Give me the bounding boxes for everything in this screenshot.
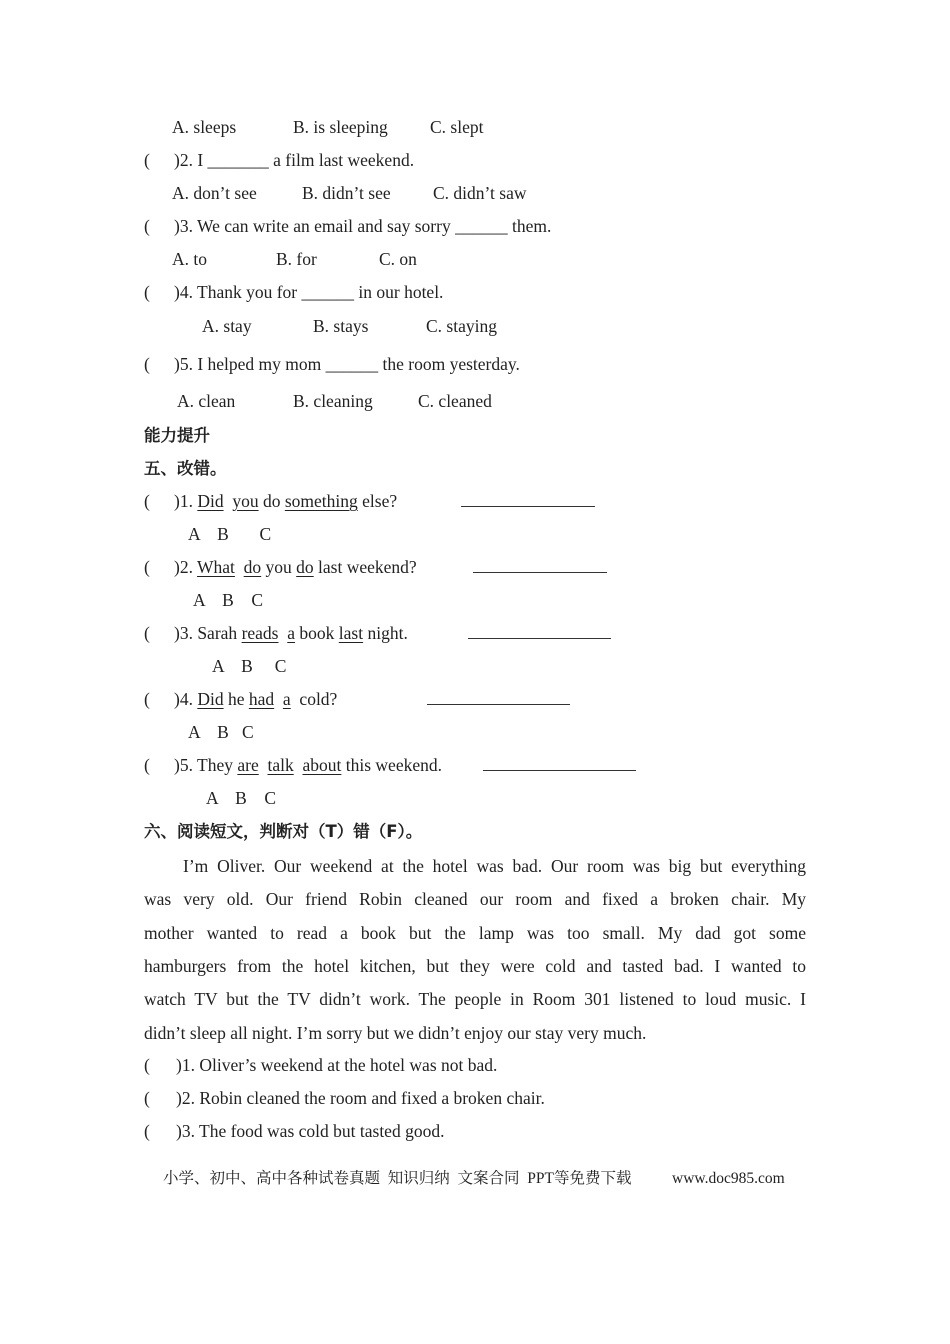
question-text: B. is sleeping [293, 117, 388, 137]
question-number: )3. [174, 623, 198, 643]
question-text: )2. I _______ a film last weekend. [174, 150, 415, 170]
question-text: B. cleaning [293, 391, 373, 411]
answer-line[interactable] [473, 556, 607, 573]
correction-sentence [174, 490, 397, 512]
sentence-text: he [223, 689, 249, 709]
answer-bracket: ( [144, 623, 150, 643]
underlined-word: something [284, 491, 358, 511]
question-text: ( [144, 282, 150, 302]
underlined-word: had [248, 689, 275, 709]
underlined-word: a [282, 689, 291, 709]
answer-blank [468, 622, 611, 644]
answer-blank [461, 490, 595, 512]
question-text: A. stay [202, 316, 252, 336]
answer-blank [473, 556, 607, 578]
question-text: B. stays [313, 316, 369, 336]
question-number: )1. [174, 491, 198, 511]
sentence-text: this weekend. [341, 755, 442, 775]
question-text: ( [144, 150, 150, 170]
question-text: A. sleeps [172, 117, 237, 137]
answer-bracket: ( [144, 1055, 150, 1075]
question-text: B. for [276, 249, 317, 269]
passage-line: I’m Oliver. Our weekend at the hotel was bad. Our room was big but everything [183, 856, 806, 876]
underlined-word: talk [267, 755, 294, 775]
correction-sentence [174, 556, 417, 578]
passage-line: watch TV but the TV didn’t work. The people in Room 301 listened to loud music. I [144, 989, 806, 1010]
underlined-word: do [243, 557, 262, 577]
question-text: ( [144, 216, 150, 236]
sentence-text: you [261, 557, 297, 577]
question-text: C. didn’t saw [433, 183, 527, 203]
answer-bracket: ( [144, 491, 150, 511]
underlined-word: Did [197, 689, 224, 709]
sentence-text [274, 689, 283, 709]
sentence-text [279, 623, 288, 643]
sentence-text: else? [357, 491, 398, 511]
option-letters: A B C [188, 524, 272, 544]
question-text: )3. We can write an email and say sorry ______ them. [174, 216, 552, 236]
sentence-text: book [295, 623, 339, 643]
statement: )1. Oliver’s weekend at the hotel was not bad. [176, 1055, 498, 1075]
option-letters: A B C [212, 656, 287, 676]
underlined-word: are [237, 755, 259, 775]
answer-bracket: ( [144, 689, 150, 709]
question-text: B. didn’t see [302, 183, 391, 203]
question-text: C. on [379, 249, 417, 269]
answer-line[interactable] [427, 688, 570, 705]
sentence-text: do [258, 491, 285, 511]
option-letters: A B C [193, 590, 264, 610]
question-text: C. staying [426, 316, 497, 336]
answer-blank [483, 754, 636, 776]
statement: )3. The food was cold but tasted good. [176, 1121, 445, 1141]
sentence-text: cold? [290, 689, 338, 709]
passage-line: was very old. Our friend Robin cleaned our room and fixed a broken chair. My [144, 889, 806, 910]
question-text: C. slept [430, 117, 484, 137]
question-number: )4. [174, 689, 198, 709]
sentence-text: They [197, 755, 238, 775]
ability-heading: 能力提升 [144, 426, 210, 445]
underlined-word: you [232, 491, 259, 511]
section6-heading: 六、阅读短文，判断对（T）错（F）。 [144, 822, 423, 841]
underlined-word: last [338, 623, 364, 643]
statement: )2. Robin cleaned the room and fixed a broken chair. [176, 1088, 545, 1108]
footer-url: www.doc985.com [672, 1170, 785, 1187]
question-number: )5. [174, 755, 198, 775]
option-letters: A B C [206, 788, 277, 808]
underlined-word: a [287, 623, 296, 643]
underlined-word: do [296, 557, 314, 577]
underlined-word: reads [241, 623, 279, 643]
section5-heading: 五、改错。 [144, 459, 227, 478]
question-text: C. cleaned [418, 391, 492, 411]
answer-bracket: ( [144, 755, 150, 775]
sentence-text [235, 557, 244, 577]
answer-bracket: ( [144, 1121, 150, 1141]
passage-line: mother wanted to read a book but the lamp was too small. My dad got some [144, 922, 806, 943]
answer-line[interactable] [461, 490, 595, 507]
underlined-word: What [197, 557, 235, 577]
question-text: ( [144, 354, 150, 374]
passage-line: didn’t sleep all night. I’m sorry but we didn’t enjoy our stay very much. [144, 1022, 647, 1043]
question-text: A. clean [177, 391, 236, 411]
answer-bracket: ( [144, 557, 150, 577]
question-text: )5. I helped my mom ______ the room yesterday. [174, 354, 520, 374]
answer-bracket: ( [144, 1088, 150, 1108]
question-number: )2. [174, 557, 198, 577]
question-text: A. don’t see [172, 183, 257, 203]
option-letters: A B C [188, 722, 254, 742]
underlined-word: about [302, 755, 342, 775]
answer-line[interactable] [483, 754, 636, 771]
sentence-text: last weekend? [313, 557, 417, 577]
sentence-text: night. [363, 623, 408, 643]
underlined-word: Did [197, 491, 224, 511]
question-text: )4. Thank you for ______ in our hotel. [174, 282, 444, 302]
correction-sentence [174, 688, 337, 710]
answer-line[interactable] [468, 622, 611, 639]
question-text: A. to [172, 249, 207, 269]
correction-sentence [174, 754, 442, 776]
sentence-text: Sarah [197, 623, 242, 643]
correction-sentence [174, 622, 408, 644]
answer-blank [427, 688, 570, 710]
footer-text: 小学、初中、高中各种试卷真题 知识归纳 文案合同 PPT等免费下载 [163, 1170, 632, 1187]
passage-line: hamburgers from the hotel kitchen, but they were cold and tasted bad. I wanted to [144, 955, 806, 976]
